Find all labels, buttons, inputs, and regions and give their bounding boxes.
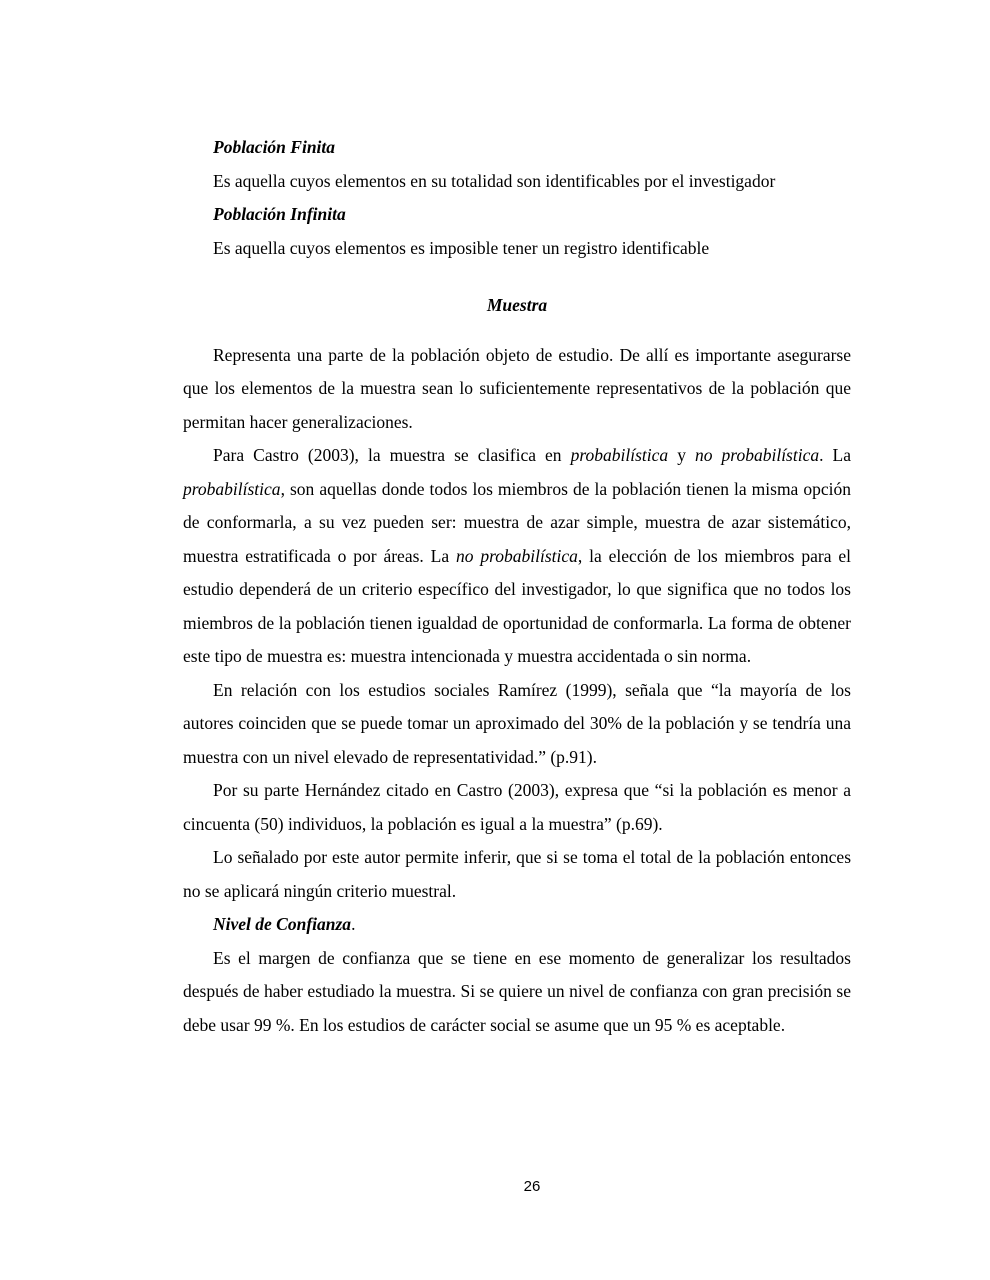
paragraph-inference: Lo señalado por este autor permite inferir, que si se toma el total de la población entonces no se aplicará ningún criterio muestral. [183, 847, 851, 901]
sample-heading: Muestra [486, 295, 548, 315]
finite-population-title: Población Finita [213, 137, 336, 157]
infinite-population-title: Población Infinita [213, 204, 346, 224]
infinite-population-text: Es aquella cuyos elementos es imposible tener un registro identificable [213, 237, 710, 258]
paragraph-hernandez-quote: Por su parte Hernández citado en Castro (2003), expresa que “si la población es menor a cincuenta (50) individuos, la población es igual a la muestra” (p.69). [183, 780, 851, 834]
paragraph-sample-definition: Representa una parte de la población objeto de estudio. De allí es importante asegurarse que los elementos de la muestra sean lo suficientemente representativos de la población que permitan hacer generalizaciones. [183, 344, 851, 432]
paragraph-confidence-level: Es el margen de confianza que se tiene en ese momento de generalizar los resultados después de haber estudiado la muestra. Si se quiere un nivel de confianza con gran precisión se debe usar 99 %. En los estudios de carácter social se asume que un 95 % es aceptable. [183, 947, 851, 1035]
document-body [183, 131, 851, 1042]
paragraph-sample-classification: Para Castro (2003), la muestra se clasifica en probabilística y no probabilística. La probabilística, son aquellas donde todos los miembros de la población tienen la misma opción de conformarla, a su vez pueden ser: muestra de azar simple, muestra de azar sistemático, muestra estratificada o por áreas. La no probabilística, la elección de los miembros para el estudio dependerá de un criterio específico del investigador, lo que significa que no todos los miembros de la población tienen igualdad de oportunidad de conformarla. La forma de obtener este tipo de muestra es: muestra intencionada y muestra accidentada o sin norma. [183, 445, 852, 666]
confidence-level-title: Nivel de Confianza. [213, 914, 356, 934]
paragraph-ramirez-quote: En relación con los estudios sociales Ramírez (1999), señala que “la mayoría de los autores coinciden que se puede tomar un aproximado del 30% de la población y se tendría una muestra con un nivel elevado de representatividad.” (p.91). [183, 679, 851, 767]
finite-population-text: Es aquella cuyos elementos en su totalidad son identificables por el investigador [213, 170, 776, 191]
page-number: 26 [523, 1178, 541, 1195]
